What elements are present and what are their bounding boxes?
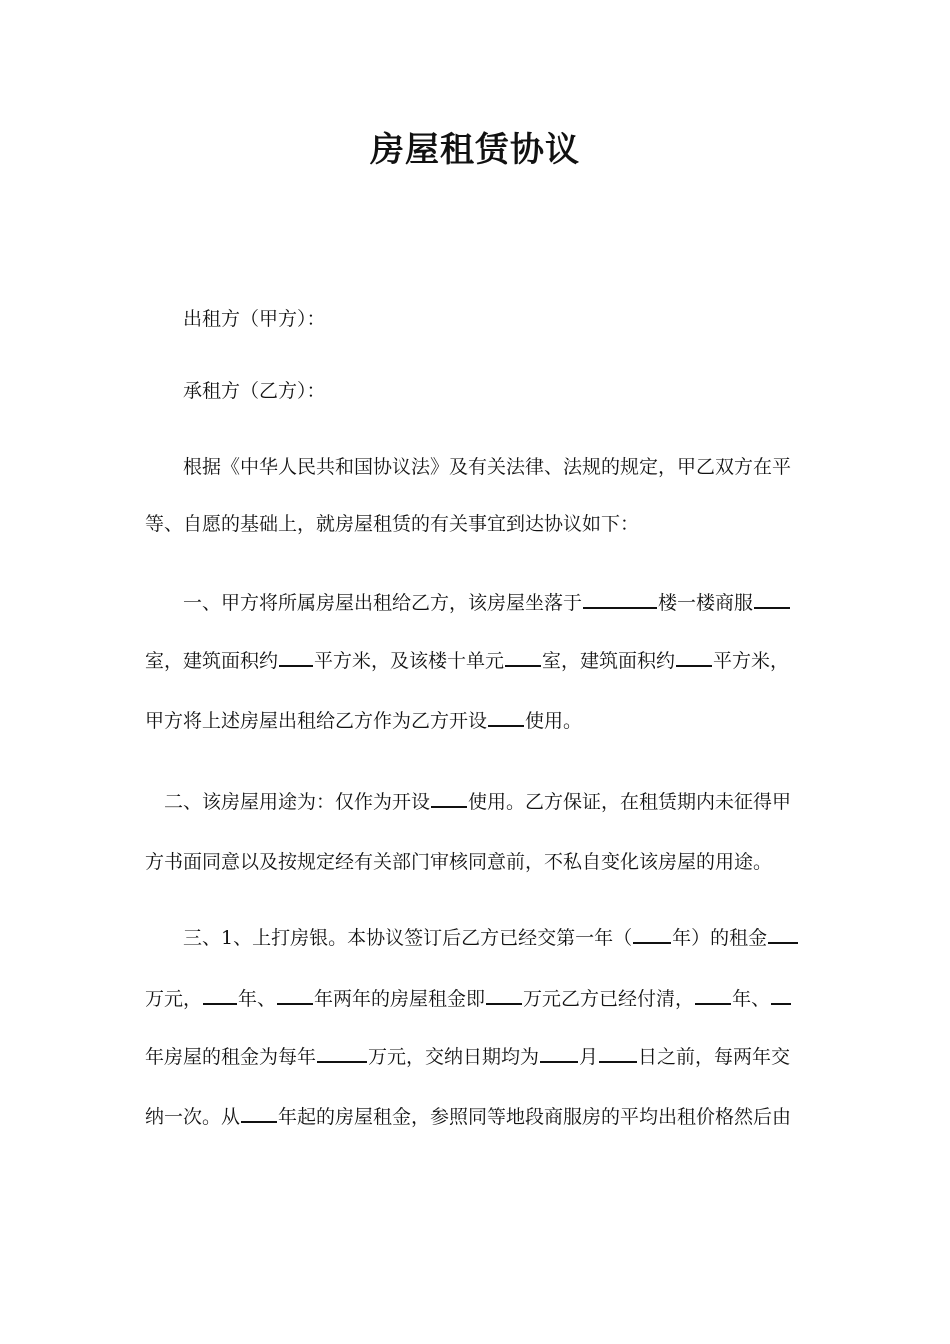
clause-text: 甲方将上述房屋出租给乙方作为乙方开设	[145, 710, 488, 732]
clause1-line-2	[145, 647, 789, 673]
fill-blank	[488, 707, 524, 727]
fill-blank	[599, 1043, 637, 1063]
clause-text: 室，建筑面积约	[145, 650, 279, 672]
clause-text: 平方米，	[713, 650, 790, 672]
clause2-line-1	[164, 788, 791, 814]
fill-blank	[633, 924, 671, 944]
fill-blank	[695, 985, 731, 1005]
clause-text: 纳一次。从	[145, 1106, 241, 1128]
clause-text: 二、该房屋用途为：仅作为开设	[164, 791, 431, 813]
clause2-line-2	[145, 849, 772, 875]
fill-blank	[676, 647, 712, 667]
party-a-label: 出租方（甲方）：	[183, 308, 326, 330]
clause-text: 年房屋的租金为每年	[145, 1046, 317, 1068]
clause3-line-3	[145, 1043, 790, 1069]
clause-text: 年）的租金	[672, 927, 768, 949]
clause-text: 年、	[238, 988, 277, 1010]
fill-blank	[203, 985, 237, 1005]
fill-blank	[277, 985, 313, 1005]
intro-text: 等、自愿的基础上，就房屋租赁的有关事宜到达协议如下：	[145, 513, 640, 535]
clause3-line-4	[145, 1103, 791, 1129]
document-title: 房屋租赁协议	[370, 130, 580, 170]
fill-blank	[241, 1103, 277, 1123]
clause-text: 方书面同意以及按规定经有关部门审核同意前，不私自变化该房屋的用途。	[145, 851, 773, 873]
clause-text: 年、	[732, 988, 771, 1010]
fill-blank	[540, 1043, 578, 1063]
intro-text: 根据《中华人民共和国协议法》及有关法律、法规的规定，甲乙双方在平	[183, 456, 792, 478]
clause-text: 三、1、上打房银。本协议签订后乙方已经交第一年（	[183, 927, 633, 949]
clause-text: 日之前，每两年交	[638, 1046, 791, 1068]
fill-blank	[317, 1043, 367, 1063]
clause-text: 楼一楼商服	[658, 592, 754, 614]
party-a-line	[183, 306, 326, 332]
fill-blank	[486, 985, 522, 1005]
clause-text: 年起的房屋租金，参照同等地段商服房的平均出租价格然后由	[278, 1106, 792, 1128]
clause-text: 室，建筑面积约	[542, 650, 676, 672]
clause-text: 月	[579, 1046, 599, 1068]
clause3-line-1	[183, 924, 799, 950]
intro-line-1	[183, 454, 791, 480]
party-b-label: 承租方（乙方）：	[183, 380, 326, 402]
fill-blank	[771, 985, 791, 1005]
clause-text: 万元，	[145, 988, 203, 1010]
clause-text: 一、甲方将所属房屋出租给乙方，该房屋坐落于	[183, 592, 583, 614]
clause1-line-1	[183, 589, 791, 615]
clause-text: 年两年的房屋租金即	[314, 988, 486, 1010]
clause-text: 使用。乙方保证，在租赁期内未征得甲	[468, 791, 792, 813]
party-b-line	[183, 378, 326, 404]
fill-blank	[754, 589, 790, 609]
clause-text: 万元乙方已经付清，	[523, 988, 695, 1010]
intro-line-2	[145, 511, 639, 537]
fill-blank	[279, 647, 313, 667]
fill-blank	[583, 589, 657, 609]
clause-text: 平方米，及该楼十单元	[314, 650, 505, 672]
fill-blank	[431, 788, 467, 808]
fill-blank	[768, 924, 798, 944]
clause1-line-3	[145, 707, 582, 733]
clause-text: 万元，交纳日期均为	[368, 1046, 540, 1068]
fill-blank	[505, 647, 541, 667]
clause3-line-2	[145, 985, 792, 1011]
clause-text: 使用。	[525, 710, 583, 732]
